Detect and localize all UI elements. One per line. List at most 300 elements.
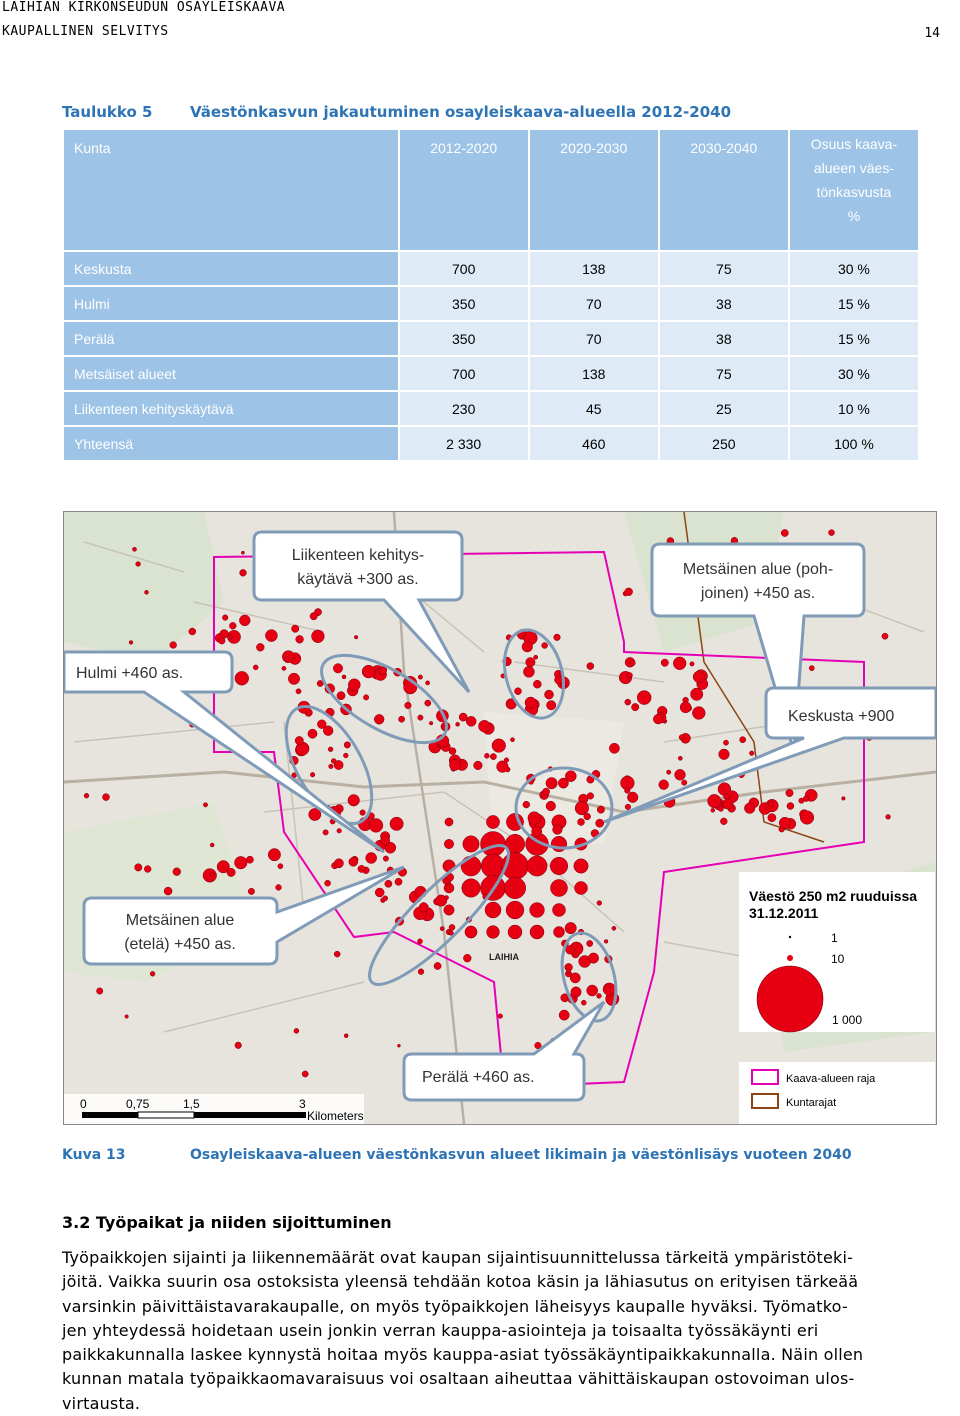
population-dot: [228, 635, 232, 639]
population-dot: [570, 973, 580, 983]
cell: 38: [660, 287, 788, 320]
population-dot: [145, 590, 149, 594]
population-dot: [337, 829, 342, 834]
population-dot: [418, 939, 423, 944]
population-dot: [310, 613, 317, 620]
population-dot: [768, 814, 776, 822]
callout-metsa-s-line1: Metsäinen alue: [125, 912, 235, 929]
population-dot: [150, 971, 155, 976]
legend-dot-1: [789, 936, 791, 938]
population-dot: [135, 864, 142, 871]
population-dot: [334, 859, 343, 868]
cell: 700: [400, 252, 528, 285]
population-dot: [375, 888, 384, 897]
population-dot: [487, 926, 500, 939]
population-dot: [675, 769, 686, 780]
population-dot: [740, 737, 746, 743]
population-dot: [547, 701, 556, 710]
cell: 700: [400, 357, 528, 390]
population-dot: [366, 853, 377, 864]
population-dot: [533, 680, 541, 688]
population-dot: [445, 818, 453, 826]
population-dot: [405, 702, 412, 709]
callout-metsa-s-line2: (etelä) +450 as.: [124, 936, 236, 953]
population-dot: [708, 794, 721, 807]
population-dot: [459, 713, 467, 721]
population-dot: [781, 529, 788, 536]
population-dot: [418, 969, 424, 975]
population-dot: [383, 896, 388, 901]
population-dot: [374, 714, 384, 724]
population-dot: [605, 984, 609, 988]
population-dot: [220, 630, 229, 639]
population-dot: [659, 780, 669, 790]
population-dot: [565, 771, 576, 782]
cell: 230: [400, 392, 528, 425]
cell: 38: [660, 322, 788, 355]
population-dot: [425, 700, 431, 706]
cell: 75: [660, 252, 788, 285]
population-dot: [545, 690, 554, 699]
population-dot: [444, 896, 448, 900]
population-dot: [395, 878, 402, 885]
population-dot: [292, 625, 299, 632]
population-dot: [302, 1071, 308, 1077]
population-dot: [609, 743, 619, 753]
population-dot: [723, 740, 728, 745]
population-dot: [551, 880, 568, 897]
population-dot: [463, 836, 479, 852]
section-heading: 3.2 Työpaikat ja niiden sijoittuminen: [62, 1213, 392, 1232]
population-dot: [779, 817, 790, 828]
population-dot: [284, 657, 288, 661]
callout-keskusta-text: Keskusta +900: [788, 708, 895, 725]
population-dot: [241, 551, 244, 554]
population-dot: [426, 681, 430, 685]
paragraph-line: virtausta.: [62, 1393, 141, 1413]
population-dot: [312, 630, 325, 643]
population-dot: [449, 759, 460, 770]
population-dot: [248, 888, 254, 894]
col-header-2030-2040: 2030-2040: [660, 130, 788, 250]
population-dot: [768, 801, 774, 807]
paragraph-line: Työpaikkojen sijainti ja liikennemäärät ovat kaupan sijaintisuunnittelussa tärkeitä ympäristöteki-: [62, 1248, 854, 1267]
population-dot: [449, 924, 455, 930]
population-dot: [625, 588, 633, 596]
population-dot: [399, 716, 405, 722]
scale-bar: [64, 1094, 364, 1124]
population-dot: [278, 864, 283, 869]
population-dot: [506, 901, 524, 919]
population-dot: [530, 903, 545, 918]
population-dot: [526, 658, 535, 667]
scale-tick-075: 0,75: [126, 1097, 150, 1111]
population-dot: [718, 806, 723, 811]
population-dot: [625, 804, 631, 810]
population-dot: [129, 641, 133, 645]
population-dot: [553, 825, 563, 835]
legend-date: 31.12.2011: [749, 905, 819, 921]
population-dot: [239, 615, 250, 626]
callout-liikenne-line1: Liikenteen kehitys-: [291, 547, 425, 564]
population-dot: [786, 789, 793, 796]
legend-value-1000: 1 000: [832, 1013, 863, 1027]
population-dot: [485, 902, 501, 918]
population-dot: [294, 1028, 299, 1033]
population-dot: [523, 801, 530, 808]
scale-tick-0: 0: [80, 1097, 87, 1111]
header-subtitle: KAUPALLINEN SELVITYS: [2, 24, 169, 39]
population-dot: [334, 951, 340, 957]
population-dot: [525, 697, 536, 708]
population-dot: [323, 830, 328, 835]
population-dot: [711, 808, 715, 812]
population-dot: [440, 927, 444, 931]
population-dot: [465, 926, 477, 938]
population-dot: [210, 843, 214, 847]
population-dot: [680, 702, 691, 713]
paragraph-line: jen yhteydessä hoidetaan usein jonkin verran kauppa-asiointeja ja toisaalta työssäkäynti eri: [62, 1320, 819, 1340]
population-dot: [587, 940, 593, 946]
population-dot: [462, 879, 480, 897]
table-row: [64, 392, 918, 425]
population-dot: [661, 659, 668, 666]
population-dot: [256, 643, 264, 651]
cell: 250: [660, 427, 788, 460]
cell: 350: [400, 287, 528, 320]
population-dot: [604, 940, 608, 944]
table-row: [64, 427, 918, 460]
population-dot: [164, 887, 172, 895]
population-dot: [363, 695, 368, 700]
population-dot: [354, 635, 358, 639]
row-name: Liikenteen kehityskäytävä: [64, 392, 398, 425]
cell: 15 %: [790, 322, 918, 355]
population-dot: [97, 988, 103, 994]
population-dot: [578, 819, 585, 826]
cell: 30 %: [790, 252, 918, 285]
population-dot: [434, 962, 441, 969]
population-dot: [723, 799, 733, 809]
cell: 70: [530, 287, 658, 320]
population-dot: [481, 832, 506, 857]
population-dot: [369, 819, 383, 833]
population-dot: [829, 530, 835, 536]
population-dot: [170, 642, 177, 649]
population-dot: [492, 739, 506, 753]
population-dot: [337, 692, 345, 700]
table-row: [64, 322, 918, 355]
population-dot: [325, 880, 331, 886]
population-dot: [597, 994, 602, 999]
population-dot: [144, 866, 151, 873]
population-dot: [584, 813, 591, 820]
population-dot: [429, 721, 433, 725]
population-dot: [203, 869, 217, 883]
population-dot: [381, 836, 390, 845]
population-dot: [295, 736, 303, 744]
population-dot: [484, 753, 489, 758]
cell: 25: [660, 392, 788, 425]
population-dot: [497, 761, 509, 773]
population-dot: [546, 801, 556, 811]
population-dot: [308, 729, 317, 738]
population-dot: [276, 885, 282, 891]
population-dot: [84, 793, 89, 798]
population-dot: [510, 738, 514, 742]
population-dot: [461, 856, 481, 876]
population-dot: [679, 735, 684, 740]
scale-unit: Kilometers: [307, 1109, 364, 1123]
population-dot: [803, 796, 809, 802]
population-dot: [490, 754, 496, 760]
row-name: Metsäiset alueet: [64, 357, 398, 390]
population-dot: [744, 803, 755, 814]
population-dot: [692, 707, 705, 720]
col-header-2012-2020: 2012-2020: [400, 130, 528, 250]
population-dot: [240, 569, 247, 576]
population-dot: [504, 877, 525, 898]
population-dot: [522, 641, 533, 652]
population-dot: [348, 679, 360, 691]
population-dot: [627, 673, 633, 679]
population-dot: [203, 803, 207, 807]
population-dot: [567, 969, 571, 973]
population-dot: [419, 903, 428, 912]
population-dot: [554, 634, 561, 641]
population-dot: [625, 788, 631, 794]
population-dot: [466, 716, 476, 726]
population-dot: [546, 778, 557, 789]
callout-metsa-n-line1: Metsäinen alue (poh-: [682, 561, 834, 578]
col-header-kunta: Kunta: [64, 130, 398, 250]
paragraph-line: paikkakunnalla laskee kynnystä hoitaa myös kauppa-asiat työssäkäyntipaikkakunnalla. Näin ollen: [62, 1345, 864, 1365]
population-dot: [474, 761, 483, 770]
population-dot: [749, 751, 754, 756]
population-dot: [886, 815, 891, 820]
population-dot: [566, 945, 575, 954]
population-dot: [343, 753, 348, 758]
population-dot: [588, 953, 598, 963]
population-dot: [296, 635, 304, 643]
scale-tick-3: 3: [299, 1097, 306, 1111]
legend-value-10: 10: [831, 952, 845, 966]
population-dot: [682, 780, 687, 785]
population-dot: [379, 667, 387, 675]
callout-hulmi-text: Hulmi +460 as.: [76, 665, 184, 682]
population-dot: [625, 699, 631, 705]
population-dot: [587, 985, 598, 996]
table-row: [64, 252, 918, 285]
population-dot: [103, 794, 110, 801]
callout-liikenne-line2: käytävä +300 as.: [297, 571, 419, 588]
population-dot: [288, 673, 299, 684]
population-dot: [444, 905, 454, 915]
population-dot: [530, 925, 544, 939]
population-dot: [397, 1044, 400, 1047]
col-header-share: Osuus kaava- alueen väes- tönkasvusta %: [790, 130, 918, 250]
population-dot: [362, 665, 375, 678]
population-dot: [136, 562, 141, 567]
legend-dot-10: [787, 955, 793, 961]
population-dot: [342, 675, 346, 679]
table-row: [64, 287, 918, 320]
population-dot: [310, 772, 315, 777]
population-dot: [383, 856, 388, 861]
map-legend: [739, 872, 935, 1124]
population-dot: [235, 1042, 242, 1049]
figure-caption: Osayleiskaava-alueen väestönkasvun alueet likimain ja väestönlisäys vuoteen 2040: [190, 1147, 852, 1163]
population-dot: [550, 857, 568, 875]
population-dot: [597, 901, 602, 906]
population-dot: [479, 720, 491, 732]
population-dot: [358, 865, 365, 872]
population-dot: [385, 880, 392, 887]
table-title: Väestönkasvun jakautuminen osayleiskaava-alueella 2012-2040: [190, 103, 732, 121]
legend-value-1: 1: [831, 931, 838, 945]
population-dot: [173, 868, 181, 876]
cell: 460: [530, 427, 658, 460]
population-dot: [235, 671, 249, 685]
population-dot: [229, 622, 236, 629]
cell: 15 %: [790, 287, 918, 320]
population-dot: [523, 666, 534, 677]
callout-metsa-n-line2: joinen) +450 as.: [700, 585, 816, 602]
population-dot: [344, 1034, 348, 1038]
place-label-laihia: LAIHIA: [489, 952, 519, 962]
population-dot: [574, 859, 588, 873]
population-dot: [720, 818, 727, 825]
population-dot: [787, 803, 794, 810]
population-dot: [571, 987, 581, 997]
population-dot: [528, 812, 541, 825]
population-dot: [222, 615, 228, 621]
population-dot: [344, 742, 350, 748]
population-dot: [653, 714, 663, 724]
population-dot: [527, 856, 547, 876]
population-dot: [437, 744, 440, 747]
population-dot: [456, 722, 460, 726]
population-dot: [360, 810, 366, 816]
population-dot: [331, 759, 336, 764]
population-dot: [534, 655, 538, 659]
population-dot: [390, 817, 403, 830]
population-dot: [486, 815, 499, 828]
cell: 30 %: [790, 357, 918, 390]
population-dot: [630, 660, 636, 666]
population-dot: [515, 688, 522, 695]
population-dot: [132, 547, 136, 551]
row-name: Perälä: [64, 322, 398, 355]
population-dot: [690, 662, 694, 666]
population-dot: [418, 715, 423, 720]
population-dot: [508, 925, 522, 939]
population-dot: [349, 857, 358, 866]
cell: 45: [530, 392, 658, 425]
population-dot: [125, 1015, 129, 1019]
population-dot: [282, 666, 286, 670]
population-dot: [554, 927, 565, 938]
population-dot: [882, 633, 888, 639]
population-dot: [565, 922, 576, 933]
cell: 70: [530, 322, 658, 355]
population-dot: [253, 665, 258, 670]
population-dot: [444, 839, 453, 848]
table-header-row: [64, 130, 918, 250]
legend-municipal-label: Kuntarajat: [786, 1097, 837, 1109]
population-dot: [842, 797, 846, 801]
population-dot: [323, 726, 333, 736]
section-paragraph: [62, 1246, 942, 1416]
population-dot: [296, 689, 301, 694]
legend-title: Väestö 250 m2 ruuduissa: [749, 888, 918, 904]
population-dot: [612, 926, 616, 930]
cell: 138: [530, 252, 658, 285]
population-dot: [333, 664, 342, 673]
page-number: 14: [924, 26, 940, 41]
paragraph-line: jöitä. Vaikka suurin osa ostoksista yleensä tehdään kotoa käsin ja lähiasutus on erityisen tärkeää: [62, 1272, 859, 1292]
figure-label: Kuva 13: [62, 1147, 126, 1163]
population-table: [62, 128, 920, 462]
population-dot: [809, 666, 814, 671]
population-dot: [449, 748, 456, 755]
population-dot: [553, 904, 566, 917]
population-dot: [246, 856, 253, 863]
population-dot: [463, 954, 471, 962]
population-dot: [555, 676, 563, 684]
table-row: [64, 357, 918, 390]
population-dot: [559, 1010, 569, 1020]
population-dot: [581, 1000, 586, 1005]
population-dot: [498, 1014, 503, 1019]
population-dot: [597, 806, 604, 813]
legend-dot-1000: [757, 966, 823, 1032]
cell: 100 %: [790, 427, 918, 460]
population-dot: [800, 811, 814, 825]
row-name: Keskusta: [64, 252, 398, 285]
population-dot: [227, 868, 235, 876]
population-dot: [691, 688, 703, 700]
population-dot: [587, 663, 594, 670]
table-label: Taulukko 5: [62, 103, 153, 121]
population-map: [63, 511, 937, 1125]
header-title: LAIHIAN KIRKONSEUDUN OSAYLEISKAAVA: [2, 0, 286, 15]
population-dot: [667, 770, 671, 774]
cell: 350: [400, 322, 528, 355]
cell: 75: [660, 357, 788, 390]
callout-perala-text: Perälä +460 as.: [422, 1069, 535, 1086]
legend-boundary-label: Kaava-alueen raja: [786, 1073, 876, 1085]
population-dot: [543, 788, 550, 795]
population-dot: [532, 826, 542, 836]
population-dot: [678, 756, 682, 760]
population-dot: [596, 819, 604, 827]
population-dot: [632, 703, 639, 710]
row-name: Yhteensä: [64, 427, 398, 460]
population-dot: [210, 872, 214, 876]
population-dot: [268, 849, 280, 861]
population-dot: [693, 671, 705, 683]
paragraph-line: kunnan matala työpaikkaomavaraisuus voi osaltaan aiheuttaa vähittäiskaupan ostovoiman ulos-: [62, 1369, 855, 1389]
population-dot: [328, 747, 333, 752]
population-dot: [329, 764, 334, 769]
cell: 138: [530, 357, 658, 390]
cell: 2 330: [400, 427, 528, 460]
population-dot: [637, 691, 651, 705]
population-dot: [542, 643, 548, 649]
population-dot: [189, 628, 196, 635]
scale-tick-15: 1,5: [183, 1097, 200, 1111]
